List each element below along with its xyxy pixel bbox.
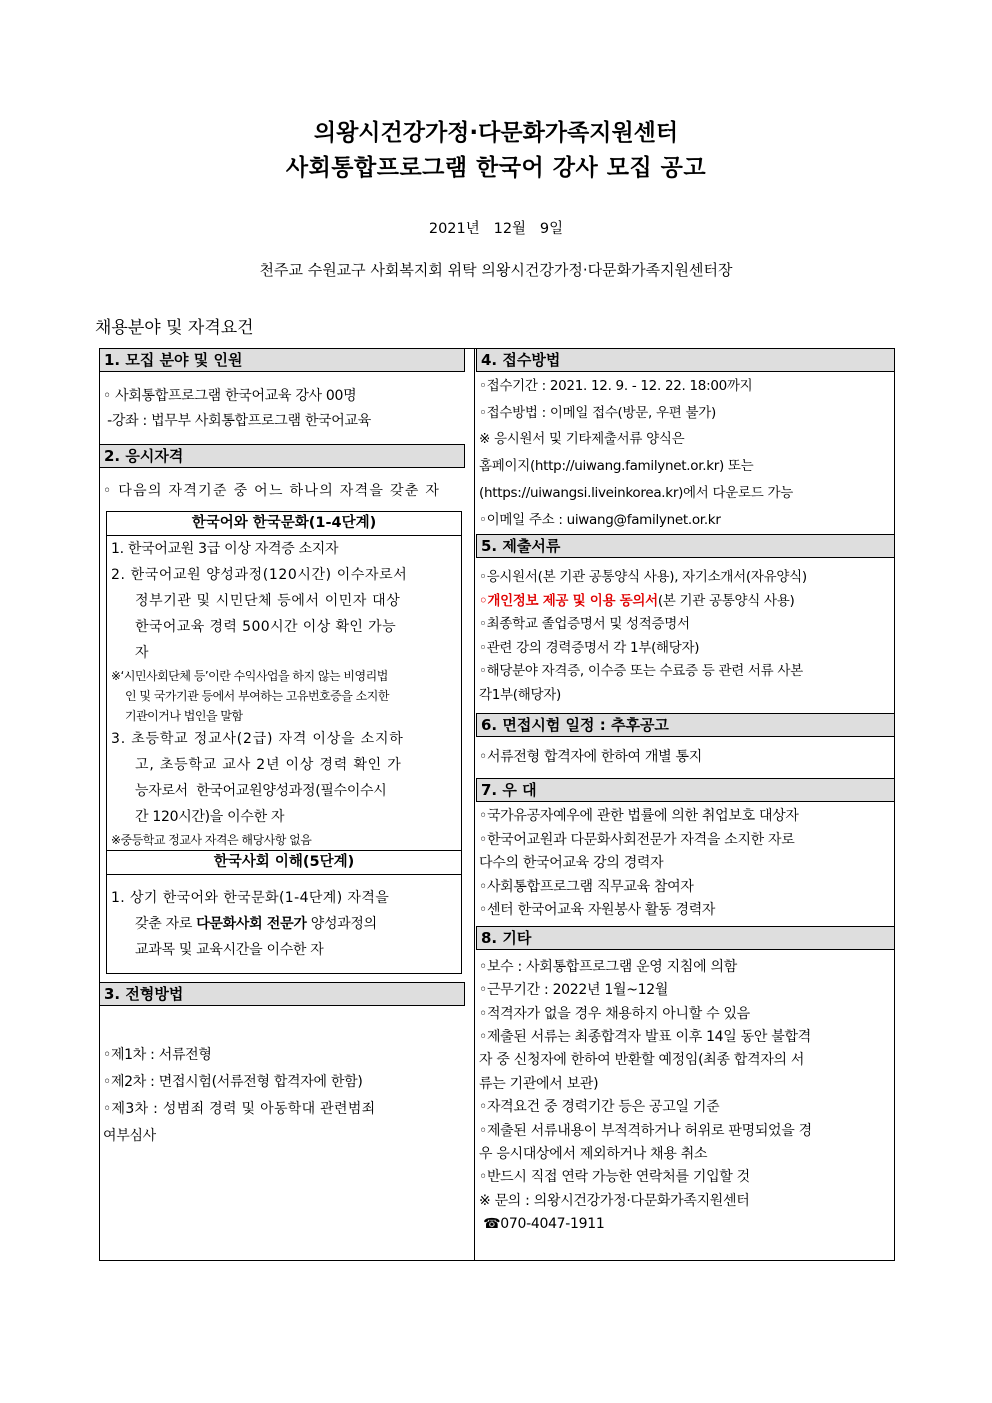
multicultural-expert-text: 다문화사회 전문가 [196,916,307,932]
qualification-item: 1. 한국어교원 3급 이상 자격증 소지자 [111,541,339,557]
section-5-heading: 5. 제출서류 [476,534,894,558]
section-7-body [476,802,894,926]
privacy-consent-text: ◦개인정보 제공 및 이용 동의서 [479,592,658,609]
qualification-item: 3. 초등학교 정교사(2급) 자격 이상을 소지하 [111,731,404,747]
title-line-1: 의왕시건강가정·다문화가족지원센터 [313,120,679,146]
qualification-item: 2. 한국어교원 양성과정(120시간) 이수자로서 [111,567,408,583]
section-4-line: (https://uiwangsi.liveinkorea.kr)에서 다운로드 가능 [479,484,793,501]
qualification-item: 고, 초등학교 교사 2년 이상 경력 확인 가 [135,757,402,773]
qualification-box [106,511,462,974]
section-5-text: (본 기관 공통양식 사용) [657,592,795,609]
qualification-item: 간 120시간)을 이수한 자 [135,809,285,825]
section-1-line: -강좌 : 법무부 사회통합프로그램 한국어교육 [103,413,371,429]
section-5-line: ◦관련 강의 경력증명서 각 1부(해당자) [479,639,700,656]
qualification-item: 정부기관 및 시민단체 등에서 이민자 대상 [135,593,401,609]
qualification-item [107,911,461,937]
section-7-line: ◦사회통합프로그램 직무교육 참여자 [479,878,694,895]
contact-phone: ☎070-4047-1911 [479,1216,605,1233]
section-8-line: ◦근무기간 : 2022년 1월~12월 [479,982,669,999]
section-4-line: ◦접수기간 : 2021. 12. 9. - 12. 22. 18:00까지 [479,378,753,394]
section-8-heading: 8. 기타 [476,926,894,950]
section-5-line: 각1부(해당자) [479,686,561,703]
section-5-line [479,590,890,614]
section-4-heading: 4. 접수방법 [476,349,894,372]
qualification-note: 인 및 국가기관 등에서 부여하는 고유번호증을 소지한 [125,689,389,703]
section-6-body [476,737,894,778]
title-line-2: 사회통합프로그램 한국어 강사 모집 공고 [285,155,707,181]
section-4-line: ※ 응시원서 및 기타제출서류 양식은 [479,431,685,448]
qualification-note: ※‘시민사회단체 등’이란 수익사업을 하지 않는 비영리법 [111,669,388,683]
section-3-heading: 3. 전형방법 [100,982,465,1006]
section-1-line: ◦ 사회통합프로그램 한국어교육 강사 00명 [103,388,357,404]
qualification-item: 1. 상기 한국어와 한국문화(1-4단계) 자격을 [111,890,390,906]
section-1-body [100,372,465,444]
qualification-item: 교과목 및 교육시간을 이수한 자 [135,942,324,958]
section-3-line: ◦제1차 : 서류전형 [103,1047,212,1063]
qualification-text: 양성과정의 [306,916,377,932]
section-8-line: ◦반드시 직접 연락 가능한 연락처를 기입할 것 [479,1169,750,1186]
section-4-body [476,372,894,534]
qualification-note: 기관이거나 법인을 말함 [125,709,243,723]
section-2-intro [100,468,465,505]
section-2-intro-text: ◦ 다음의 자격기준 중 어느 하나의 자격을 갖춘 자 [103,483,441,499]
section-7-line: ◦한국어교원과 다문화사회전문가 자격을 소지한 자로 [479,831,795,848]
qualification-heading-2: 한국사회 이해(5단계) [107,850,461,875]
section-8-line: ◦제출된 서류내용이 부적격하거나 허위로 판명되었을 경 [479,1122,812,1139]
qualification-note: ※중등학교 정교사 자격은 해당사항 없음 [111,833,312,847]
section-title: 채용분야 및 자격요건 [95,318,254,338]
section-8-line: 우 응시대상에서 제외하거나 채용 취소 [479,1145,708,1162]
left-column [100,349,465,1154]
section-1-heading: 1. 모집 분야 및 인원 [100,349,465,372]
section-8-line: ◦자격요건 중 경력기간 등은 공고일 기준 [479,1099,720,1116]
section-8-line: ◦제출된 서류는 최종합격자 발표 이후 14일 동안 불합격 [479,1028,811,1045]
qualification-item: 한국어교육 경력 500시간 이상 확인 가능 [135,619,397,635]
section-3-line: ◦제3차 : 성범죄 경력 및 아동학대 관련범죄 [103,1101,376,1117]
section-8-body [476,950,894,1241]
section-3-line: ◦제2차 : 면접시험(서류전형 합격자에 한함) [103,1074,363,1090]
qualification-item: 자 [135,645,149,661]
section-6-line: ◦서류전형 합격자에 한하여 개별 통지 [479,749,702,766]
section-6-heading: 6. 면접시험 일정 : 추후공고 [476,713,894,737]
right-column [476,349,894,1241]
column-divider [474,348,475,1261]
qualification-item: 능자로서 한국어교원양성과정(필수이수시 [135,783,387,799]
section-7-line: 다수의 한국어교육 강의 경력자 [479,855,664,872]
section-5-line: ◦해당분야 자격증, 이수증 또는 수료증 등 관련 서류 사본 [479,663,803,680]
section-2-heading: 2. 응시자격 [100,444,465,468]
section-8-line: ◦적격자가 없을 경우 채용하지 아니할 수 있음 [479,1005,750,1022]
section-8-line: 자 중 신청자에 한하여 반환할 예정임(최종 합격자의 서 [479,1052,805,1069]
section-7-heading: 7. 우 대 [476,778,894,802]
section-8-line: ※ 문의 : 의왕시건강가정·다문화가족지원센터 [479,1192,750,1209]
section-8-line: ◦보수 : 사회통합프로그램 운영 지침에 의함 [479,958,737,975]
notice-date: 2021년 12월 9일 [428,221,564,237]
section-8-line: 류는 기관에서 보관) [479,1075,599,1092]
section-4-line: ◦접수방법 : 이메일 접수(방문, 우편 불가) [479,404,716,421]
section-7-line: ◦센터 한국어교육 자원봉사 활동 경력자 [479,902,716,919]
section-7-line: ◦국가유공자예우에 관한 법률에 의한 취업보호 대상자 [479,808,799,825]
section-5-line: ◦최종학교 졸업증명서 및 성적증명서 [479,616,690,633]
section-5-body [476,558,894,713]
section-4-line: 홈페이지(http://uiwang.familynet.or.kr) 또는 [479,458,754,475]
qualification-text: 갖춘 자로 [135,916,197,932]
organization-line: 천주교 수원교구 사회복지회 위탁 의왕시건강가정·다문화가족지원센터장 [259,261,733,279]
section-3-line: 여부심사 [103,1128,156,1144]
section-5-line: ◦응시원서(본 기관 공통양식 사용), 자기소개서(자유양식) [479,569,807,586]
qualification-heading-1: 한국어와 한국문화(1-4단계) [107,512,461,536]
section-3-body [100,1006,465,1154]
section-4-line: ◦이메일 주소 : uiwang@familynet.or.kr [479,511,721,528]
